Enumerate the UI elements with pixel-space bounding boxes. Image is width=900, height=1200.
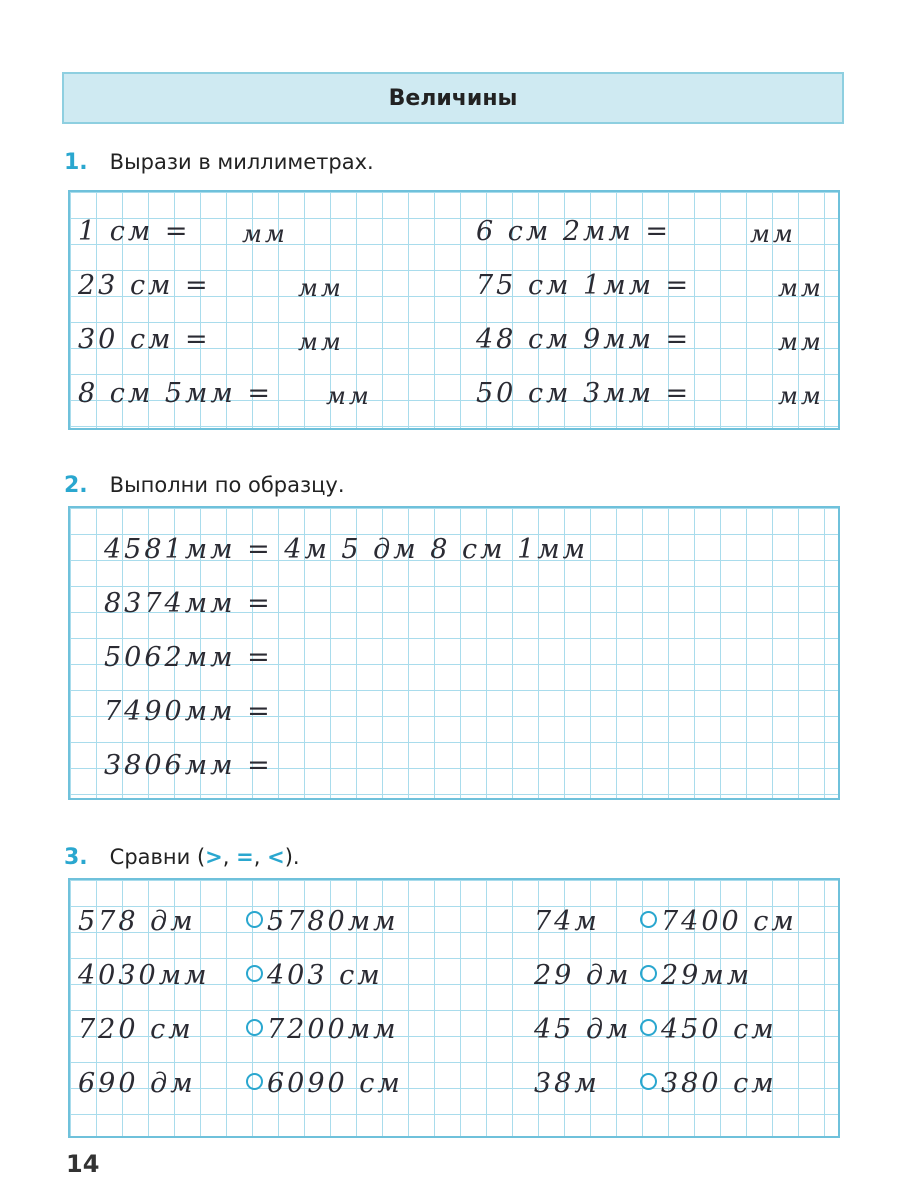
exercise-row: 3806мм = [104, 750, 273, 781]
task-number: 2. [64, 473, 88, 498]
exercise-row: 8374мм = [104, 588, 273, 619]
compare-right-value: 380 см [640, 1068, 777, 1099]
task-instruction: Выполни по образцу. [109, 473, 345, 497]
expression: 50 см 3мм = [476, 378, 692, 409]
compare-circle[interactable] [640, 911, 657, 928]
task-number: 1. [64, 150, 88, 175]
expression: 30 см = [78, 324, 211, 355]
task-3-heading [64, 845, 300, 870]
compare-left-value: 45 дм [534, 1014, 632, 1045]
task-instruction: Вырази в миллиметрах. [109, 150, 374, 174]
compare-left-value: 4030мм [78, 960, 210, 991]
compare-circle[interactable] [246, 1019, 263, 1036]
expression: 48 см 9мм = [476, 324, 692, 355]
expression: 1 см = [78, 216, 191, 247]
compare-circle[interactable] [246, 1073, 263, 1090]
compare-right-value: 403 см [246, 960, 383, 991]
task-2-grid [68, 506, 840, 800]
compare-right-value: 5780мм [246, 906, 398, 937]
exercise-row: 7490мм = [104, 696, 273, 727]
compare-left-value: 578 дм [78, 906, 196, 937]
expression: 23 см = [78, 270, 211, 301]
task-2-heading [64, 473, 345, 498]
task-number: 3. [64, 845, 88, 870]
equal-sign: = [236, 845, 254, 869]
section-header [62, 72, 844, 124]
compare-left-value: 720 см [78, 1014, 194, 1045]
expression: 75 см 1мм = [476, 270, 692, 301]
unit-label: мм [242, 220, 288, 248]
task-1-heading [64, 150, 374, 175]
unit-label: мм [750, 220, 796, 248]
compare-left-value: 690 дм [78, 1068, 196, 1099]
compare-circle[interactable] [640, 965, 657, 982]
compare-circle[interactable] [246, 965, 263, 982]
exercise-row: 5062мм = [104, 642, 273, 673]
task-instruction: Сравни (>, =, <). [109, 845, 300, 869]
compare-left-value: 29 дм [534, 960, 632, 991]
task-1-grid [68, 190, 840, 430]
less-sign: < [267, 845, 285, 869]
section-title: Величины [388, 85, 518, 111]
page-number: 14 [66, 1150, 100, 1178]
compare-right-value: 6090 см [246, 1068, 403, 1099]
compare-right-value: 7200мм [246, 1014, 398, 1045]
compare-circle[interactable] [246, 911, 263, 928]
task-3-grid [68, 878, 840, 1138]
unit-label: мм [298, 328, 344, 356]
greater-sign: > [205, 845, 223, 869]
unit-label: мм [778, 274, 824, 302]
compare-right-value: 7400 см [640, 906, 797, 937]
compare-right-value: 29мм [640, 960, 752, 991]
expression: 6 см 2мм = [476, 216, 672, 247]
compare-circle[interactable] [640, 1019, 657, 1036]
expression: 8 см 5мм = [78, 378, 274, 409]
unit-label: мм [326, 382, 372, 410]
compare-left-value: 38м [534, 1068, 600, 1099]
unit-label: мм [778, 328, 824, 356]
unit-label: мм [778, 382, 824, 410]
compare-left-value: 74м [534, 906, 600, 937]
compare-circle[interactable] [640, 1073, 657, 1090]
compare-right-value: 450 см [640, 1014, 777, 1045]
unit-label: мм [298, 274, 344, 302]
sample-row: 4581мм = 4м 5 дм 8 см 1мм [104, 534, 589, 565]
